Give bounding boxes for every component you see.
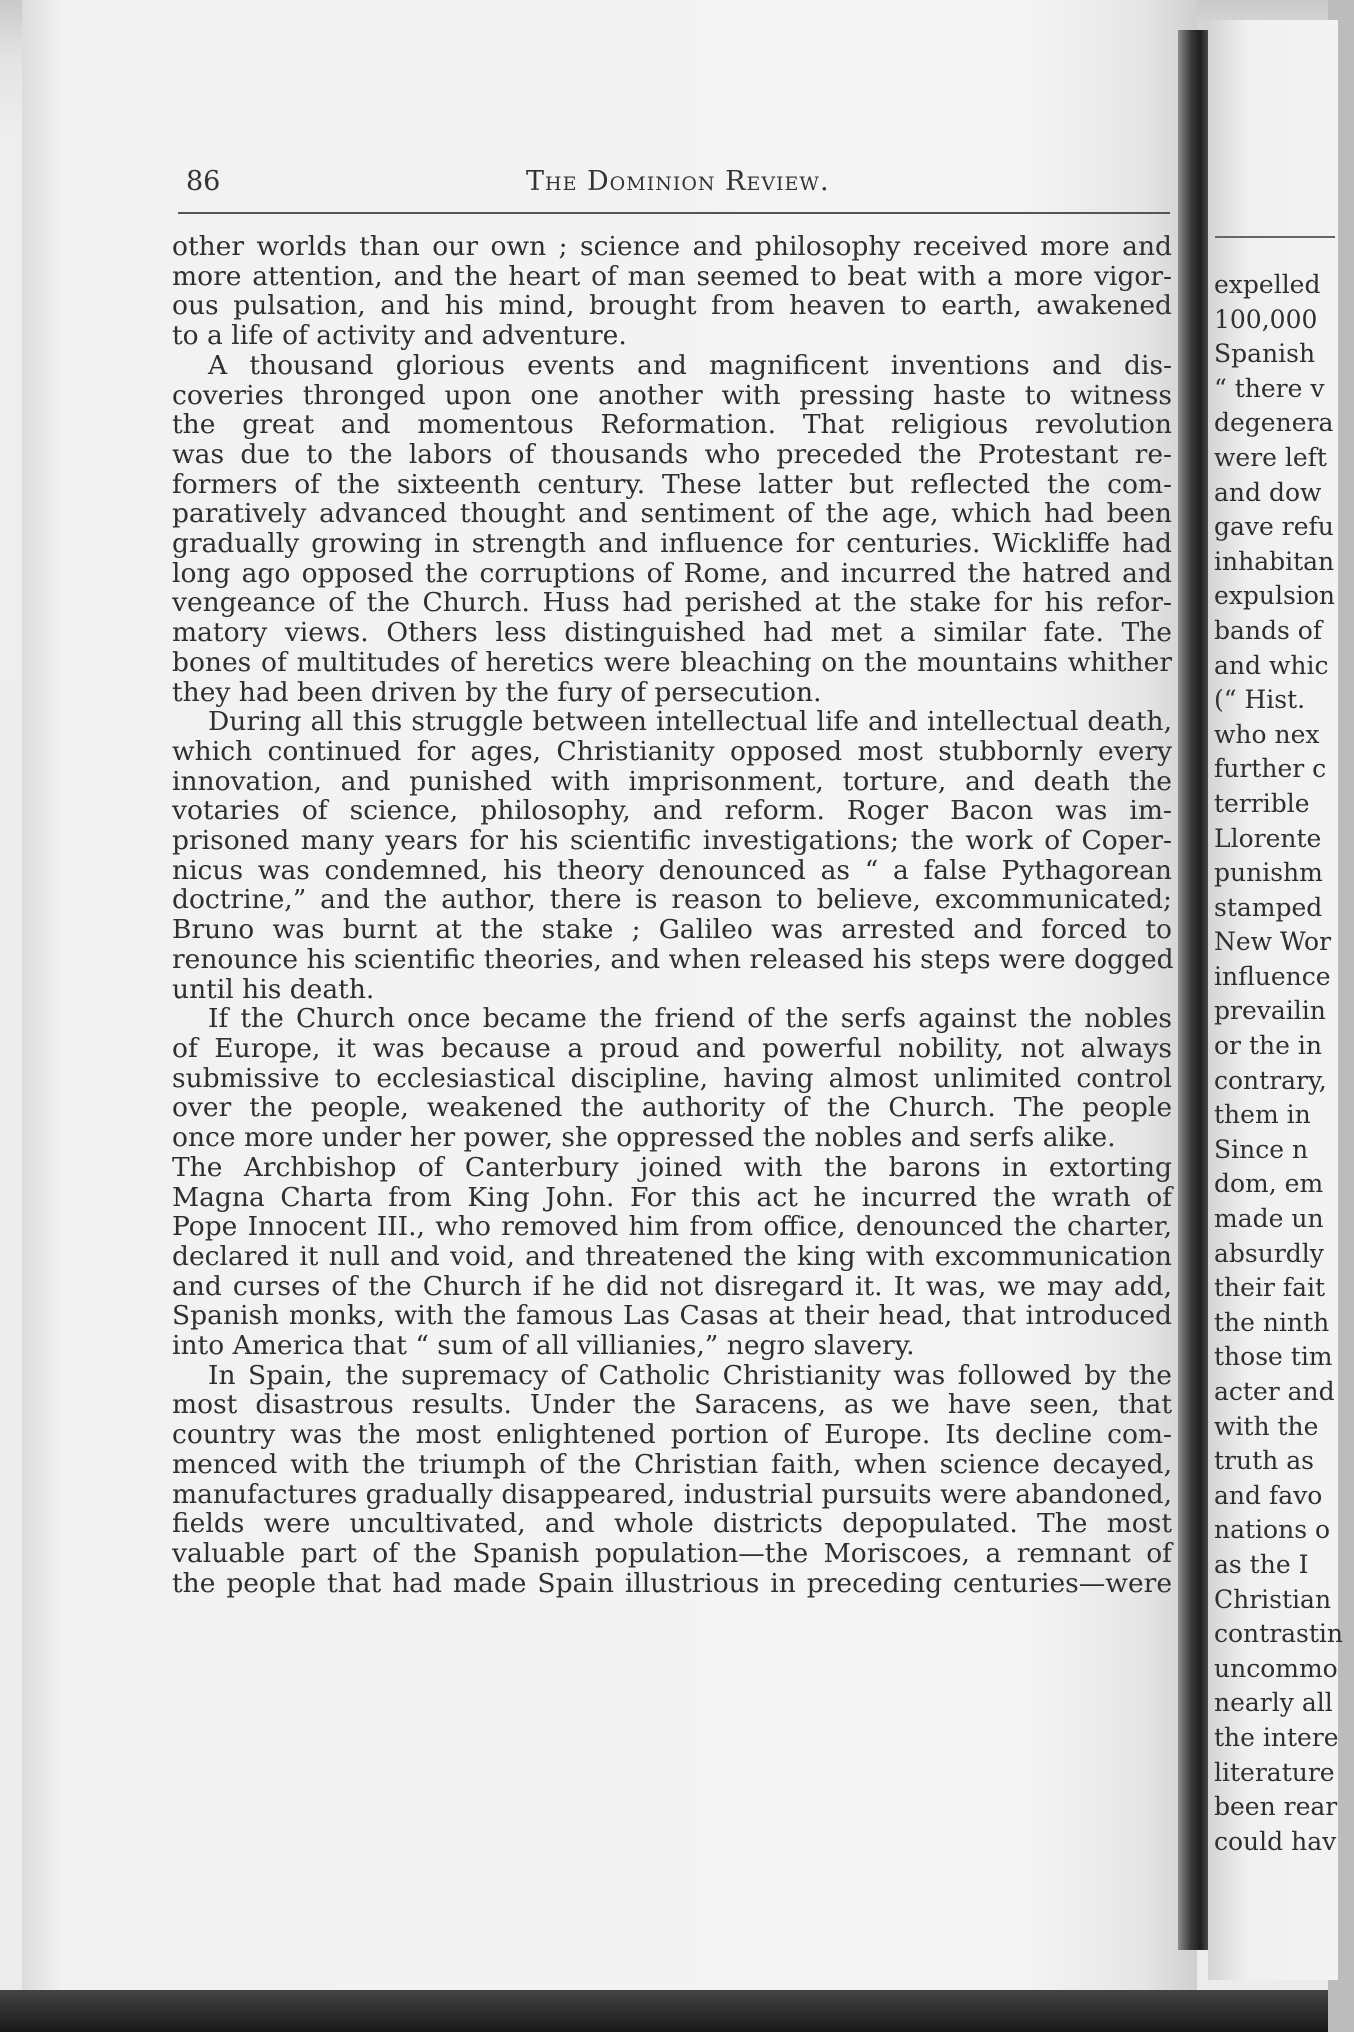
right-text-line: or the in <box>1214 1031 1322 1061</box>
text-line: country was the most enlightened portion of Europe. Its decline com- <box>172 1419 1172 1451</box>
right-text-line: made un <box>1214 1204 1324 1234</box>
text-line: If the Church once became the friend of the serfs against the nobles <box>208 1003 1172 1035</box>
right-text-line: Christian <box>1214 1584 1332 1614</box>
text-line: fields were uncultivated, and whole districts depopulated. The most <box>172 1508 1172 1540</box>
text-line: which continued for ages, Christianity opposed most stubbornly every <box>172 735 1172 767</box>
right-text-line: dom, em <box>1214 1169 1324 1199</box>
text-line: doctrine,” and the author, there is reason to believe, excommunicated; <box>172 884 1172 916</box>
right-text-line: further c <box>1214 754 1327 784</box>
right-text-line: expelled <box>1214 270 1321 299</box>
right-text-line: gave refu <box>1214 512 1334 542</box>
text-line: they had been driven by the fury of persecution. <box>172 676 822 708</box>
text-line: and curses of the Church if he did not disregard it. It was, we may add, <box>172 1270 1172 1302</box>
right-text-line: inhabitan <box>1214 546 1335 576</box>
right-text-line: the ninth <box>1214 1307 1330 1337</box>
text-line: valuable part of the Spanish population—the Moriscoes, a remnant of <box>172 1537 1172 1569</box>
text-line: votaries of science, philosophy, and reform. Roger Bacon was im- <box>172 795 1172 827</box>
text-line: over the people, weakened the authority of the Church. The people <box>172 1092 1172 1124</box>
right-text-line: who nex <box>1214 719 1320 749</box>
right-text-line: degenera <box>1214 408 1334 438</box>
text-line: the great and momentous Reformation. That religious revolution <box>172 409 1172 441</box>
text-line: ous pulsation, and his mind, brought from heaven to earth, awakened <box>172 290 1172 322</box>
text-line: vengeance of the Church. Huss had perished at the stake for his refor- <box>172 587 1172 619</box>
right-text-line: and dow <box>1214 477 1322 507</box>
text-line: coveries thronged upon one another with pressing haste to witness <box>172 379 1172 411</box>
text-line: formers of the sixteenth century. These latter but reflected the com- <box>172 468 1172 500</box>
right-text-line: literature <box>1214 1757 1335 1787</box>
right-text-line: influence <box>1214 961 1331 991</box>
right-text-line: were left <box>1214 442 1327 472</box>
text-line: The Archbishop of Canterbury joined with the barons in extorting <box>172 1151 1172 1183</box>
text-line: During all this struggle between intellectual life and intellectual death, <box>208 706 1172 738</box>
right-text-line: those tim <box>1214 1342 1333 1372</box>
text-line: once more under her power, she oppressed the nobles and serfs alike. <box>172 1122 1116 1154</box>
text-line: manufactures gradually disappeared, industrial pursuits were abandoned, <box>172 1478 1172 1510</box>
text-line: In Spain, the supremacy of Catholic Christianity was followed by the <box>208 1359 1172 1391</box>
text-line: until his death. <box>172 973 375 1005</box>
text-line: most disastrous results. Under the Saracens, as we have seen, that <box>172 1389 1172 1421</box>
right-text-line: with the <box>1214 1411 1319 1441</box>
text-line: was due to the labors of thousands who preceded the Protestant re- <box>172 438 1172 470</box>
text-line: gradually growing in strength and influence for centuries. Wickliffe had <box>172 528 1172 560</box>
right-text-line: contrastin <box>1214 1619 1344 1649</box>
right-text-line: and favo <box>1214 1480 1323 1510</box>
right-text-line: expulsion <box>1214 581 1335 611</box>
scan-bottom-edge <box>0 1990 1328 2032</box>
text-line: matory views. Others less distinguished had met a similar fate. The <box>172 617 1172 649</box>
right-text-line: terrible <box>1214 788 1310 818</box>
right-page-text <box>1214 268 1354 1859</box>
right-text-line: nearly all <box>1214 1688 1333 1718</box>
right-text-line: as the I <box>1214 1549 1309 1579</box>
text-line: other worlds than our own ; science and philosophy received more and <box>172 231 1172 262</box>
text-line: into America that “ sum of all villianies,” negro slavery. <box>172 1330 915 1362</box>
header-rule <box>178 212 1170 214</box>
text-line: Magna Charta from King John. For this act he incurred the wrath of <box>172 1181 1172 1213</box>
text-line: innovation, and punished with imprisonment, torture, and death the <box>172 765 1172 797</box>
text-line: Spanish monks, with the famous Las Casas at their head, that introduced <box>172 1300 1172 1332</box>
right-text-line: their fait <box>1214 1273 1326 1303</box>
right-text-line: Spanish <box>1214 339 1316 369</box>
right-text-line: New Wor <box>1214 927 1332 957</box>
right-text-line: them in <box>1214 1100 1311 1130</box>
body-text <box>172 232 1172 1598</box>
right-text-line: prevailin <box>1214 996 1326 1026</box>
text-line: long ago opposed the corruptions of Rome, and incurred the hatred and <box>172 557 1172 589</box>
running-title: The Dominion Review. <box>526 166 830 197</box>
text-line: bones of multitudes of heretics were bleaching on the mountains whither <box>172 646 1172 678</box>
text-line: Pope Innocent III., who removed him from office, denounced the charter, <box>172 1211 1172 1243</box>
right-text-line: punishm <box>1214 858 1323 888</box>
text-line: more attention, and the heart of man seemed to beat with a more vigor- <box>172 260 1172 292</box>
text-line: the people that had made Spain illustrious in preceding centuries—were <box>172 1567 1172 1599</box>
right-text-line: acter and <box>1214 1377 1335 1406</box>
text-line: nicus was condemned, his theory denounced as “ a false Pythagorean <box>172 854 1172 886</box>
right-text-line: bands of <box>1214 615 1323 645</box>
text-line: submissive to ecclesiastical discipline, having almost unlimited control <box>172 1062 1172 1094</box>
text-line: Bruno was burnt at the stake ; Galileo was arrested and forced to <box>172 914 1172 946</box>
right-text-line: nations o <box>1214 1515 1331 1545</box>
right-text-line: contrary, <box>1214 1065 1327 1095</box>
text-line: renounce his scientific theories, and when released his steps were dogged <box>172 943 1174 975</box>
right-text-line: uncommo <box>1214 1653 1338 1683</box>
text-line: paratively advanced thought and sentiment of the age, which had been <box>172 498 1172 530</box>
text-line: prisoned many years for his scientific investigations; the work of Coper- <box>172 825 1172 857</box>
right-text-line: the intere <box>1214 1722 1339 1752</box>
right-text-line: (“ Hist. <box>1214 685 1306 715</box>
page-header <box>186 160 1176 200</box>
right-text-line: Since n <box>1214 1134 1309 1164</box>
right-text-line: could hav <box>1214 1826 1337 1856</box>
right-text-line: absurdly <box>1214 1238 1324 1268</box>
right-text-line: 100,000 <box>1214 304 1318 334</box>
page-number: 86 <box>186 166 221 197</box>
right-text-line: stamped <box>1214 892 1323 922</box>
right-text-line: and whic <box>1214 650 1329 680</box>
right-text-line: “ there v <box>1214 373 1325 403</box>
right-text-line: Llorente <box>1214 823 1322 853</box>
right-text-line: been rear <box>1214 1792 1338 1822</box>
book-spine <box>1178 30 1210 1950</box>
right-page-rule <box>1215 236 1335 238</box>
text-line: declared it null and void, and threatened the king with excommunication <box>172 1240 1172 1272</box>
right-text-line: truth as <box>1214 1446 1314 1476</box>
text-line: menced with the triumph of the Christian faith, when science decayed, <box>172 1448 1172 1480</box>
text-line: of Europe, it was because a proud and powerful nobility, not always <box>172 1032 1172 1064</box>
text-line: to a life of activity and adventure. <box>172 320 627 352</box>
text-line: A thousand glorious events and magnificent inventions and dis- <box>208 349 1172 381</box>
